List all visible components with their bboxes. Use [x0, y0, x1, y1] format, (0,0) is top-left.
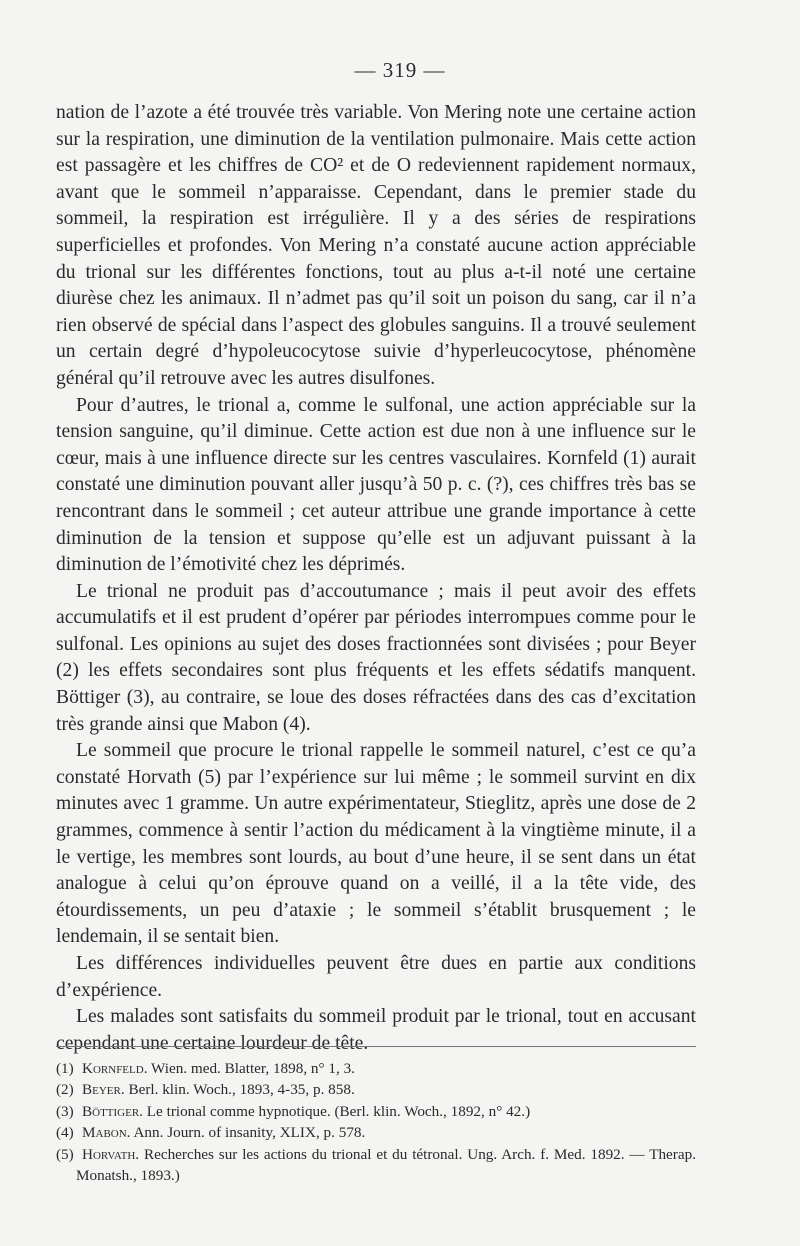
footnote-author: Böttiger.: [82, 1102, 143, 1120]
footnote-number: (4): [56, 1124, 74, 1142]
footnote-number: (5): [56, 1145, 74, 1163]
paragraph: Le trional ne produit pas d’accoutumance ; mais il peut avoir des effets accumulatifs et il est prudent d’opérer par périodes interrompues comme pour le sulfonal. Les opinions au sujet des doses fractionnées sont divisées ; pour Beyer (2) les effets secondaires sont plus fréquents et les effets sédatifs manquent. Böttiger (3), au contraire, se loue des doses réfractées dans des cas d’excitation très grande ainsi que Mabon (4).: [56, 580, 696, 735]
footnote-text: Berl. klin. Woch., 1893, 4-35, p. 858.: [128, 1081, 355, 1099]
footnote-number: (1): [56, 1060, 74, 1077]
footnote-text: Ann. Journ. of insanity, XLIX, p. 578.: [133, 1124, 366, 1142]
footnote-author: Mabon.: [82, 1124, 131, 1142]
footnote: [56, 1144, 696, 1187]
footnote-separator: [56, 1046, 696, 1047]
footnote: [56, 1122, 696, 1143]
footnote-author: Kornfeld.: [82, 1060, 148, 1077]
paragraph: Pour d’autres, le trional a, comme le sulfonal, une action appréciable sur la tension sanguine, qu’il diminue. Cette action est due non à une influence sur le cœur, mais à une influence directe sur les centres vasculaires. Kornfeld (1) aurait constaté une diminution pouvant aller jusqu’à 50 p. c. (?), ces chiffres très bas se rencontrant dans le sommeil ; cet auteur attribue une grande importance à cette diminution de la tension et suppose qu’elle est un adjuvant puissant à la diminution de l’émotivité chez les déprimés.: [56, 394, 696, 576]
paragraph: nation de l’azote a été trouvée très variable. Von Mering note une certaine action sur la respiration, une diminution de la ventilation pulmonaire. Mais cette action est passagère et les chiffres de CO² et de O redeviennent rapidement normaux, avant que le sommeil n’apparaisse. Cependant, dans le premier stade du sommeil, la respiration est irrégulière. Il y a des séries de respirations superficielles et profondes. Von Mering n’a constaté aucune action appréciable du trional sur les différentes fonctions, tout au plus a-t-il noté une certaine diurèse chez les animaux. Il n’admet pas qu’il soit un poison du sang, car il n’a rien observé de spécial dans l’aspect des globules sanguins. Il a trouvé seulement un certain degré d’hypoleucocytose suivie d’hyperleucocytose, phénomène général qu’il retrouve avec les autres disulfones.: [56, 102, 696, 389]
footnotes: [56, 1058, 696, 1186]
footnote-number: (3): [56, 1102, 74, 1120]
footnote: [56, 1101, 696, 1122]
footnote: [56, 1058, 696, 1079]
paragraph: Les différences individuelles peuvent être dues en partie aux conditions d’expérience.: [56, 953, 696, 1001]
footnote-text: Le trional comme hypnotique. (Berl. klin. Woch., 1892, n° 42.): [146, 1102, 531, 1120]
footnote-number: (2): [56, 1081, 74, 1099]
footnote-text: Wien. med. Blatter, 1898, n° 1, 3.: [151, 1060, 355, 1077]
footnote-author: Beyer.: [82, 1081, 125, 1099]
body-text: [56, 100, 696, 1057]
paragraph: Le sommeil que procure le trional rappelle le sommeil naturel, c’est ce qu’a constaté Horvath (5) par l’expérience sur lui même ; le sommeil survint en dix minutes avec 1 gramme. Un autre expérimentateur, Stieglitz, après une dose de 2 grammes, commence à sentir l’action du médicament à la vingtième minute, il a le vertige, les membres sont lourds, au bout d’une heure, il se sent dans un état analogue à celui qu’on éprouve quand on a veillé, il a la tête vide, des étourdissements, un peu d’ataxie ; le sommeil s’établit brusquement ; le lendemain, il se sentait bien.: [56, 740, 696, 948]
paragraph: Les malades sont satisfaits du sommeil produit par le trional, tout en accusant cependant une certaine lourdeur de tête.: [56, 1006, 696, 1054]
footnote-text: Recherches sur les actions du trional et du tétronal. Ung. Arch. f. Med. 1892. — Therap. Monatsh., 1893.): [76, 1145, 696, 1185]
page-number: — 319 —: [354, 58, 446, 82]
footnote: [56, 1079, 696, 1100]
footnote-author: Horvath.: [82, 1145, 140, 1163]
